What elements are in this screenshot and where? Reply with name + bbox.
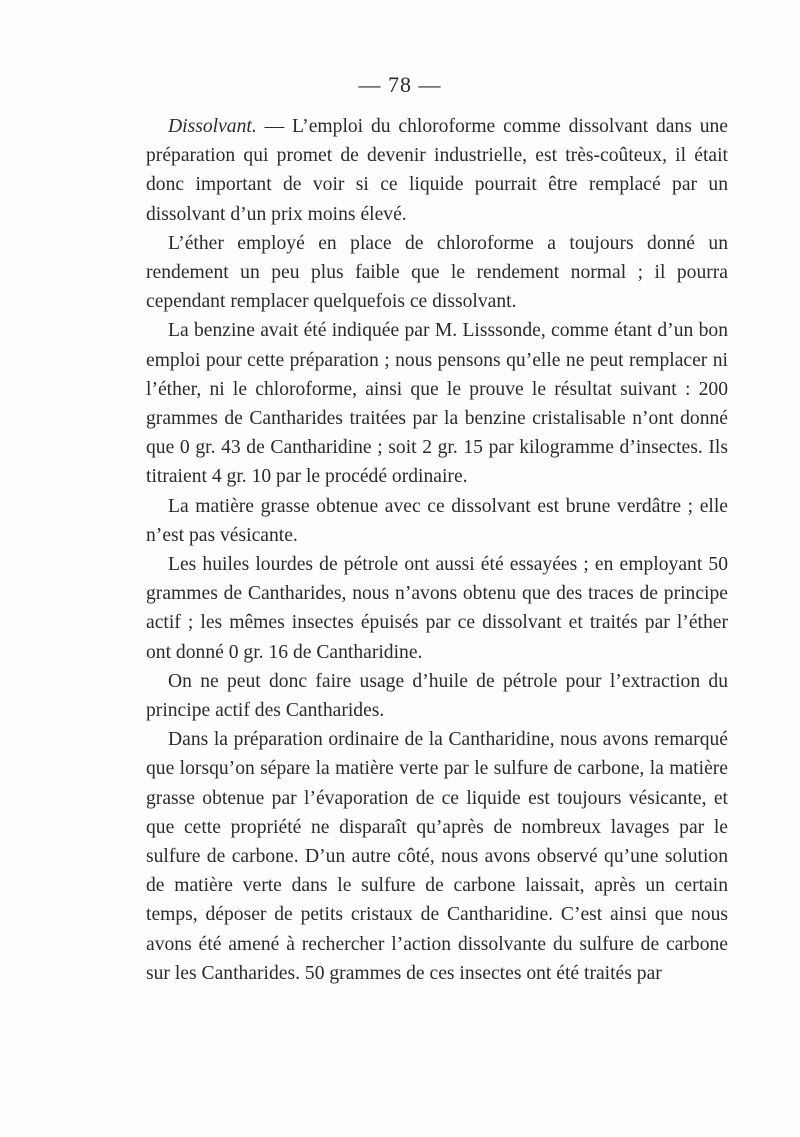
- paragraph-huiles-lourdes: Les huiles lourdes de pétrole ont aussi été essayées ; en employant 50 grammes de Cantharides, nous n’avons obtenu que des traces de principe actif ; les mêmes insectes épuisés par ce dissolvant et traités par l’éther ont donné 0 gr. 16 de Cantharidine.: [146, 554, 728, 663]
- body-text: [146, 112, 728, 988]
- paragraph-text: — L’emploi du chloroforme comme dissolvant dans une préparation qui promet de devenir industrielle, est très-coûteux, il était donc important de voir si ce liquide pourrait être remplacé par un dissolvant d’un prix moins élevé.: [146, 116, 728, 225]
- paragraph-sulfure-carbone: Dans la préparation ordinaire de la Cantharidine, nous avons remarqué que lorsqu’on sépare la matière verte par le sulfure de carbone, la matière grasse obtenue par l’évaporation de ce liquide est toujours vésicante, et que cette propriété ne disparaît qu’après de nombreux lavages par le sulfure de carbone. D’un autre côté, nous avons observé qu’une solution de matière verte dans le sulfure de carbone laissait, après un certain temps, déposer de petits cristaux de Cantharidine. C’est ainsi que nous avons été amené à rechercher l’action dissolvante du sulfure de carbone sur les Cantharides. 50 grammes de ces insectes ont été traités par: [146, 729, 728, 984]
- paragraph-petrole: On ne peut donc faire usage d’huile de pétrole pour l’extraction du principe actif des Cantharides.: [146, 670, 728, 722]
- paragraph-matiere-grasse: La matière grasse obtenue avec ce dissolvant est brune verdâtre ; elle n’est pas vésicante.: [146, 495, 728, 546]
- paragraph-ether: L’éther employé en place de chloroforme a toujours donné un rendement un peu plus faible que le rendement normal ; il pourra cependant remplacer quelquefois ce dissolvant.: [146, 232, 728, 313]
- page-number: — 78 —: [358, 72, 442, 97]
- paragraph-benzine: La benzine avait été indiquée par M. Lisssonde, comme étant d’un bon emploi pour cette préparation ; nous pensons qu’elle ne peut remplacer ni l’éther, ni le chloroforme, ainsi que le prouve le résultat suivant : 200 grammes de Cantharides traitées par la benzine cristalisable n’ont donné que 0 gr. 43 de Cantharidine ; soit 2 gr. 15 par kilogramme d’insectes. Ils titraient 4 gr. 10 par le procédé ordinaire.: [146, 320, 728, 488]
- paragraph-dissolvant: [146, 112, 728, 229]
- section-lead: Dissolvant.: [168, 116, 257, 137]
